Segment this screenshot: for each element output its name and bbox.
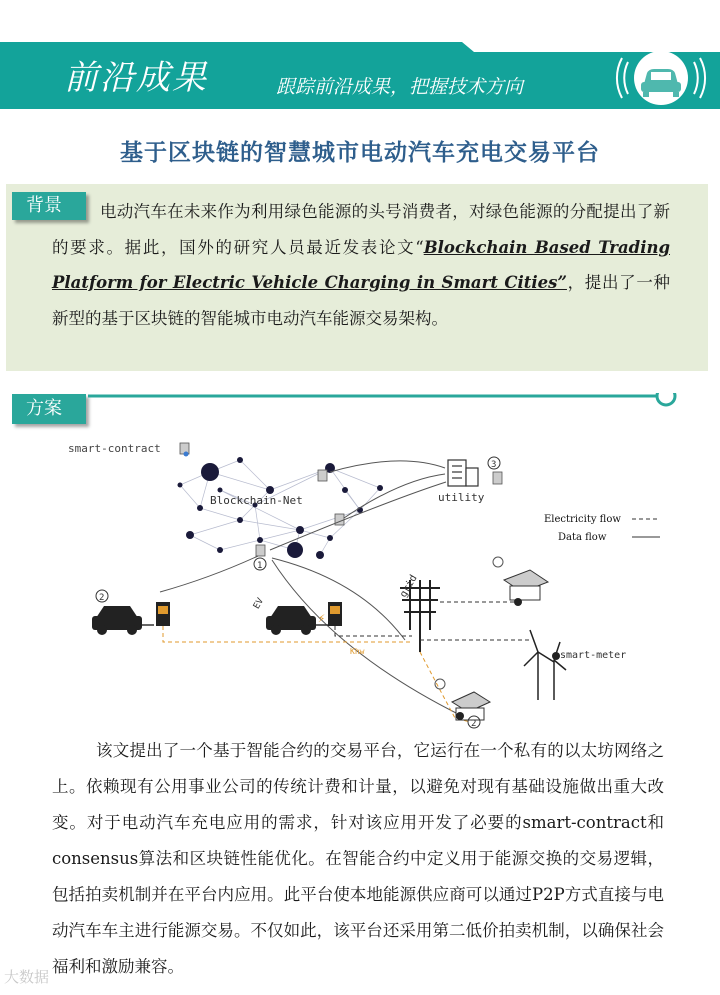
section-subtitle: 跟踪前沿成果，把握技术方向 <box>276 76 524 98</box>
section-title: 前沿成果 <box>64 58 208 98</box>
ev-car-icon-1 <box>92 606 142 635</box>
body-text: 该文提出了一个基于智能合约的交易平台，它运行在一个私有的以太坊网络之上。依赖现有公用事业公司的传统计费和计量，以避免对现有基础设施做出重大改变。对于电动汽车充电应用的需求，针对该应用开发了必要的smart-contract和consensus算法和区块链性能优化。在智能合约中定义用于能源交换的交易逻辑，包括拍卖机制并在平台内应用。此平台使本地能源供应商可以通过P2P方式直接与电动汽车车主进行能源交易。不仅如此，该平台还采用第二低价拍卖机制，以确保社会福利和激励兼容。 <box>52 741 664 976</box>
plan-label: 方案 <box>12 394 86 424</box>
utility-label: utility <box>438 491 485 504</box>
background-label: 背景 <box>12 192 86 220</box>
background-text-after: ，提出了一种新型的基于区块链的智能城市电动汽车能源交易架构。 <box>52 273 670 328</box>
contract-icon-4 <box>256 545 265 556</box>
grid-label: grid <box>398 573 420 600</box>
charger-icon-1 <box>156 602 170 626</box>
network-nodes <box>178 457 384 559</box>
watermark: 大数据 <box>4 968 50 986</box>
wind-turbine-icon <box>524 630 566 700</box>
background-paragraph <box>52 194 670 336</box>
sun-icon-1 <box>493 557 503 567</box>
svg-text:⚡: ⚡ <box>318 611 326 625</box>
blockchain-net-label: Blockchain-Net <box>210 494 303 507</box>
car-icon <box>614 48 708 112</box>
charger-icon-2 <box>328 602 342 626</box>
architecture-diagram <box>60 430 660 734</box>
solar-house-icon-1 <box>504 570 548 600</box>
num-2b: 2 <box>471 719 477 729</box>
num-2a: 2 <box>99 593 105 603</box>
num-1: 1 <box>257 561 263 571</box>
article-title: 基于区块链的智慧城市电动汽车充电交易平台 <box>120 139 600 166</box>
legend-data: Data flow <box>558 532 607 543</box>
legend-electricity: Electricity flow <box>544 514 621 525</box>
ev-car-icon-2 <box>266 606 316 635</box>
utility-building-icon <box>448 460 478 486</box>
ev-label: EV <box>251 596 267 611</box>
body-paragraph <box>52 733 664 985</box>
kwh-label: Khw <box>350 647 365 656</box>
section-divider <box>88 392 680 411</box>
smart-meter-label: smart-meter <box>560 650 627 661</box>
num-3: 3 <box>491 460 497 470</box>
background-text-before: 电动汽车在未来作为利用绿色能源的头号消费者，对绿色能源的分配提出了新的要求。据此，国外的研究人员最近发表论文“ <box>52 202 670 257</box>
paper-title: Blockchain Based Trading Platform for Electric Vehicle Charging in Smart Cities” <box>52 237 670 292</box>
contract-icon-2 <box>318 470 327 481</box>
smart-contract-label: smart-contract <box>68 442 161 455</box>
contract-icon <box>180 443 189 457</box>
